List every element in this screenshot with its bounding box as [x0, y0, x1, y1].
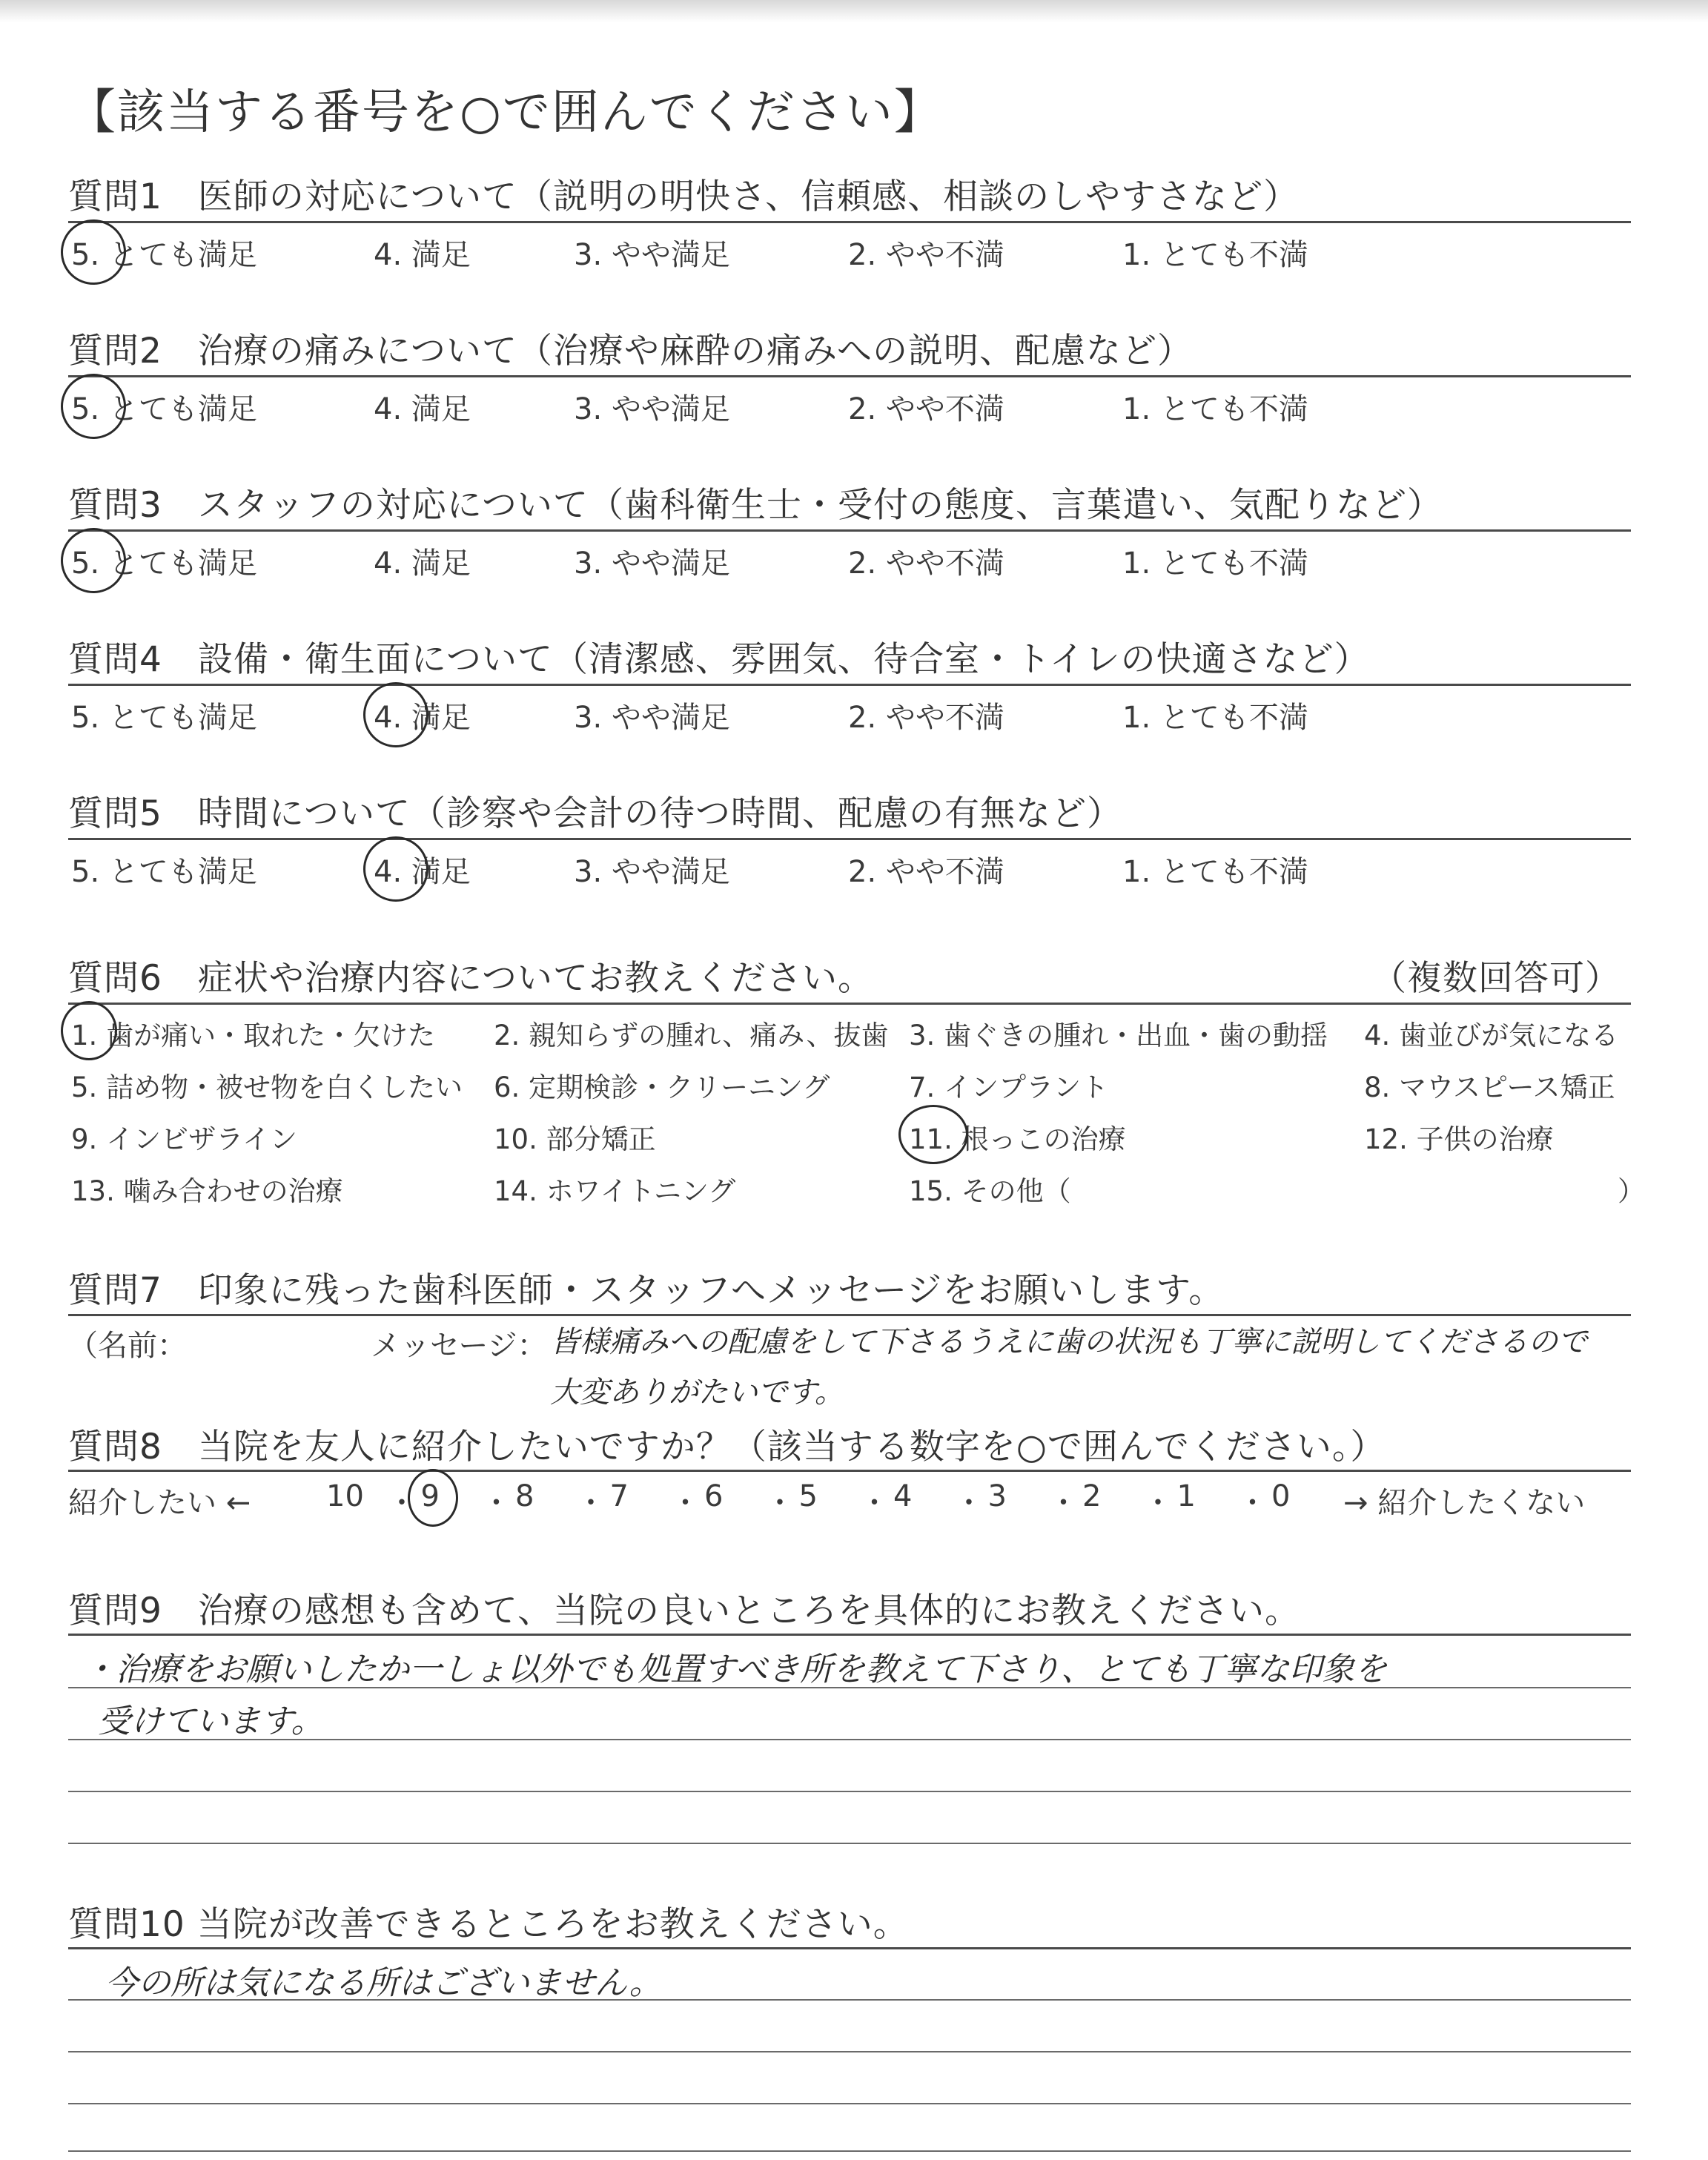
q6-other-close[interactable]: ） — [1618, 1175, 1645, 1207]
q8-scale-3[interactable]: 3 — [987, 1479, 1007, 1513]
q9-line-2 — [68, 1739, 1631, 1740]
q5-title: 質問5 時間について（診察や会計の待つ時間、配慮の有無など） — [68, 793, 1122, 834]
q9-title: 質問9 治療の感想も含めて、当院の良いところを具体的にお教えください。 — [68, 1591, 1300, 1631]
q3-option-3[interactable]: 3. やや満足 — [574, 546, 730, 581]
q6-option-5[interactable]: 5. 詰め物・被せ物を白くしたい — [71, 1071, 463, 1103]
q7-message-line2: 大変ありがたいです。 — [550, 1375, 844, 1410]
q6-option-13[interactable]: 13. 噛み合わせの治療 — [71, 1175, 343, 1207]
q4-answer-circle — [363, 682, 428, 747]
q8-scale-9[interactable]: 9 — [420, 1479, 440, 1513]
q5-option-5[interactable]: 5. とても満足 — [71, 855, 257, 889]
q10-line-1 — [68, 1999, 1631, 2001]
q9-rule — [68, 1634, 1631, 1636]
q2-option-1[interactable]: 1. とても不満 — [1122, 392, 1308, 426]
q3-title: 質問3 スタッフの対応について（歯科衛生士・受付の態度、言葉遣い、気配りなど） — [68, 485, 1443, 526]
q6-selected-circle-1 — [61, 1001, 117, 1060]
q9-line-1 — [68, 1687, 1631, 1688]
q5-option-3[interactable]: 3. やや満足 — [574, 855, 730, 889]
q5-option-1[interactable]: 1. とても不満 — [1122, 855, 1308, 889]
q10-answer-line1: 今の所は気になる所はございません。 — [105, 1964, 662, 2002]
q8-left-label: 紹介したい ← — [68, 1486, 251, 1520]
q8-scale-separator: ・ — [1048, 1486, 1079, 1520]
q3-option-2[interactable]: 2. やや不満 — [848, 546, 1004, 581]
q1-option-2[interactable]: 2. やや不満 — [848, 238, 1004, 272]
q8-scale-separator: ・ — [387, 1486, 417, 1520]
scan-top-edge — [0, 0, 1708, 22]
q8-title: 質問8 当院を友人に紹介したいですか？（該当する数字を○で囲んでください。） — [68, 1427, 1386, 1467]
page-title: 【該当する番号を○で囲んでください】 — [68, 85, 943, 140]
q1-option-1[interactable]: 1. とても不満 — [1122, 238, 1308, 272]
q4-option-3[interactable]: 3. やや満足 — [574, 701, 730, 735]
q2-rule — [68, 375, 1631, 377]
q6-option-6[interactable]: 6. 定期検診・クリーニング — [494, 1071, 830, 1103]
q6-option-7[interactable]: 7. インプラント — [909, 1071, 1109, 1103]
q3-option-4[interactable]: 4. 満足 — [374, 546, 471, 581]
q8-right-label: → 紹介したくない — [1343, 1486, 1586, 1520]
q3-rule — [68, 529, 1631, 532]
q4-option-4[interactable]: 4. 満足 — [374, 701, 471, 735]
q1-option-5[interactable]: 5. とても満足 — [71, 238, 257, 272]
q1-answer-circle — [61, 219, 126, 285]
q3-option-1[interactable]: 1. とても不満 — [1122, 546, 1308, 581]
q8-scale-separator: ・ — [670, 1486, 701, 1520]
q6-option-1[interactable]: 1. 歯が痛い・取れた・欠けた — [71, 1020, 436, 1051]
q8-selected-circle — [408, 1469, 458, 1527]
q5-option-2[interactable]: 2. やや不満 — [848, 855, 1004, 889]
q8-scale-separator: ・ — [765, 1486, 795, 1520]
q6-option-12[interactable]: 12. 子供の治療 — [1364, 1123, 1554, 1155]
q8-scale-6[interactable]: 6 — [704, 1479, 724, 1513]
q6-option-10[interactable]: 10. 部分矯正 — [494, 1123, 656, 1155]
q4-title: 質問4 設備・衛生面について（清潔感、雰囲気、待合室・トイレの快適さなど） — [68, 639, 1370, 680]
q8-scale-separator: ・ — [1237, 1486, 1268, 1520]
q7-rule — [68, 1314, 1631, 1316]
q10-line-3 — [68, 2103, 1631, 2104]
q6-option-15[interactable]: 15. その他（ — [909, 1175, 1071, 1207]
q7-title: 質問7 印象に残った歯科医師・スタッフへメッセージをお願いします。 — [68, 1270, 1225, 1311]
q8-scale-10[interactable]: 10 — [326, 1479, 364, 1513]
q6-option-4[interactable]: 4. 歯並びが気になる — [1364, 1020, 1619, 1051]
q5-option-4[interactable]: 4. 満足 — [374, 855, 471, 889]
q6-option-8[interactable]: 8. マウスピース矯正 — [1364, 1071, 1615, 1103]
q9-line-4 — [68, 1843, 1631, 1844]
q7-message-label: メッセージ： — [371, 1329, 547, 1363]
q8-scale-separator: ・ — [1143, 1486, 1173, 1520]
q8-scale-8[interactable]: 8 — [515, 1479, 534, 1513]
q8-rule — [68, 1470, 1631, 1472]
q8-scale-2[interactable]: 2 — [1082, 1479, 1102, 1513]
q10-rule — [68, 1947, 1631, 1949]
q10-title: 質問10 当院が改善できるところをお教えください。 — [68, 1904, 909, 1945]
q2-answer-circle — [61, 374, 126, 439]
q6-option-3[interactable]: 3. 歯ぐきの腫れ・出血・歯の動揺 — [909, 1020, 1328, 1051]
q5-rule — [68, 838, 1631, 840]
q8-scale-0[interactable]: 0 — [1271, 1479, 1291, 1513]
q9-answer-line1: ・治療をお願いしたか一しょ以外でも処置すべき所を教えて下さり、とても丁寧な印象を — [83, 1651, 1388, 1688]
q6-option-2[interactable]: 2. 親知らずの腫れ、痛み、抜歯 — [494, 1020, 889, 1051]
q4-option-2[interactable]: 2. やや不満 — [848, 701, 1004, 735]
q7-message-line1: 皆様痛みへの配慮をして下さるうえに歯の状況も丁寧に説明してくださるので — [550, 1325, 1588, 1359]
q7-name-label: （名前： — [68, 1329, 187, 1363]
q6-option-9[interactable]: 9. インビザライン — [71, 1123, 297, 1155]
q2-option-5[interactable]: 5. とても満足 — [71, 392, 257, 426]
q1-option-4[interactable]: 4. 満足 — [374, 238, 471, 272]
q8-scale-separator: ・ — [859, 1486, 890, 1520]
q9-answer-line2: 受けています。 — [98, 1702, 324, 1740]
q5-answer-circle — [363, 836, 428, 902]
q3-option-5[interactable]: 5. とても満足 — [71, 546, 257, 581]
q4-rule — [68, 684, 1631, 686]
q10-line-4 — [68, 2150, 1631, 2152]
q6-title: 質問6 症状や治療内容についてお教えください。 — [68, 958, 873, 999]
q1-option-3[interactable]: 3. やや満足 — [574, 238, 730, 272]
q9-line-3 — [68, 1791, 1631, 1792]
q4-option-1[interactable]: 1. とても不満 — [1122, 701, 1308, 735]
q6-selected-circle-11 — [898, 1105, 968, 1164]
q2-title: 質問2 治療の痛みについて（治療や麻酔の痛みへの説明、配慮など） — [68, 331, 1194, 371]
q8-scale-4[interactable]: 4 — [893, 1479, 913, 1513]
q6-rule — [68, 1003, 1631, 1005]
q8-scale-separator: ・ — [954, 1486, 984, 1520]
q6-option-11[interactable]: 11. 根っこの治療 — [909, 1123, 1126, 1155]
q2-option-4[interactable]: 4. 満足 — [374, 392, 471, 426]
q6-option-14[interactable]: 14. ホワイトニング — [494, 1175, 736, 1207]
q6-note: （複数回答可） — [1371, 958, 1621, 999]
q8-scale-7[interactable]: 7 — [609, 1479, 629, 1513]
q8-scale-separator: ・ — [576, 1486, 606, 1520]
q2-option-3[interactable]: 3. やや満足 — [574, 392, 730, 426]
q3-answer-circle — [61, 528, 126, 593]
q2-option-2[interactable]: 2. やや不満 — [848, 392, 1004, 426]
q1-title: 質問1 医師の対応について（説明の明快さ、信頼感、相談のしやすさなど） — [68, 176, 1300, 217]
q8-scale-5[interactable]: 5 — [798, 1479, 818, 1513]
q1-rule — [68, 221, 1631, 223]
q8-scale-separator: ・ — [481, 1486, 512, 1520]
q10-line-2 — [68, 2051, 1631, 2052]
q8-scale-1[interactable]: 1 — [1176, 1479, 1196, 1513]
q4-option-5[interactable]: 5. とても満足 — [71, 701, 257, 735]
